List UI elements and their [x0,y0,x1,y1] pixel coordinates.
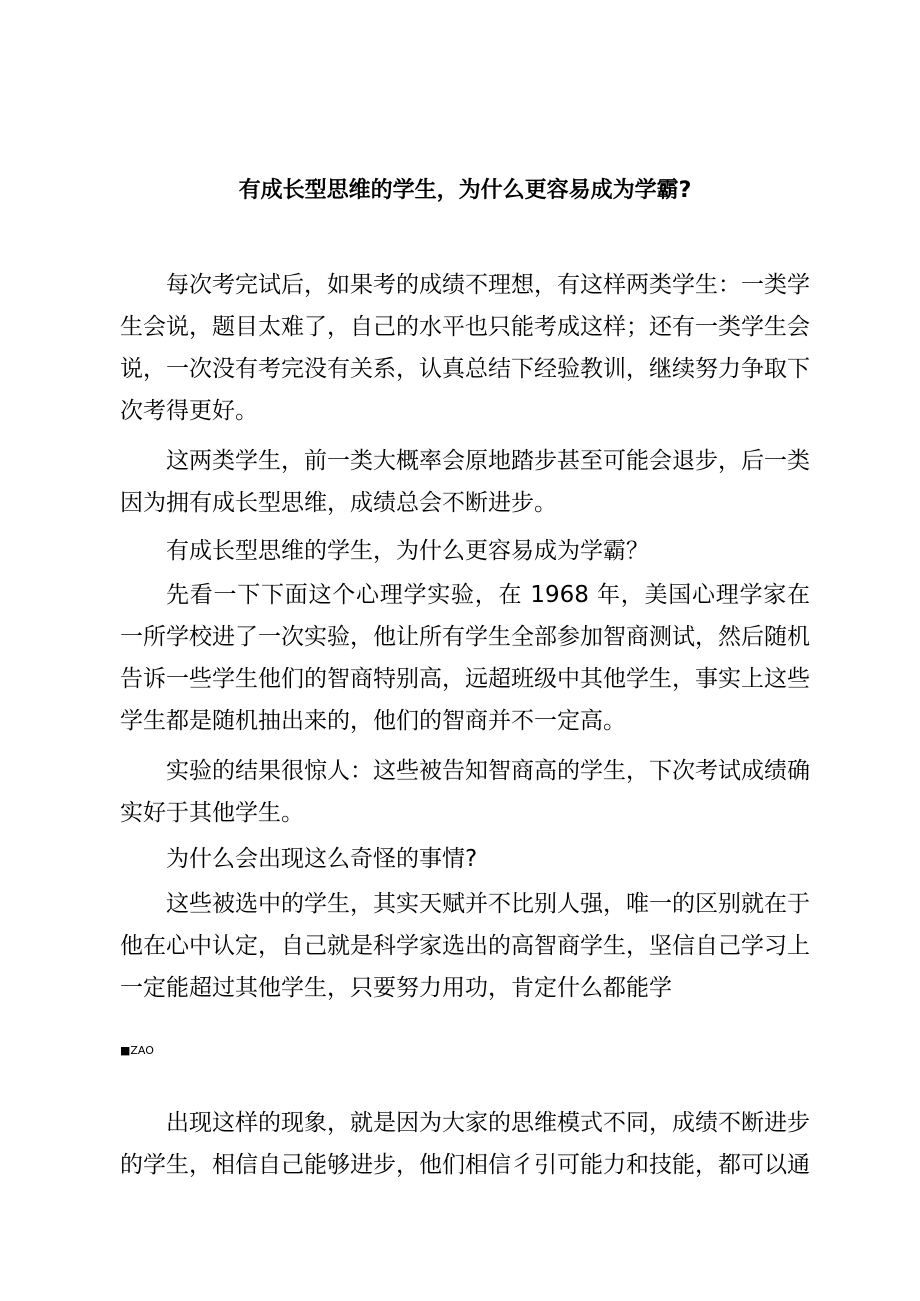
document-title: 有成长型思维的学生，为什么更容易成为学霸? [238,178,692,203]
paragraph-8: 出现这样的现象，就是因为大家的思维模式不同，成绩不断进步的学生，相信自己能够进步，他们相信彳引可能力和技能，都可以通 [120,1110,810,1178]
paragraph-2: 这两类学生，前一类大概率会原地踏步甚至可能会退步，后一类因为拥有成长型思维，成绩总会不断进步。 [120,448,810,516]
paragraph-5: 实验的结果很惊人：这些被告知智商高的学生，下次考试成绩确实好于其他学生。 [120,758,810,826]
paragraph-4: 先看一下下面这个心理学实验，在 1968 年，美国心理学家在一所学校进了一次实验，他让所有学生全部参加智商测试，然后随机告诉一些学生他们的智商特别高，远超班级中其他学生，事实上这些学生都是随机抽出来的，他们的智商并不一定高。 [120,582,810,734]
paragraph-1: 每次考完试后，如果考的成绩不理想，有这样两类学生：一类学生会说，题目太难了，自己的水平也只能考成这样；还有一类学生会说，一次没有考完没有关系，认真总结下经验教训，继续努力争取下次考得更好。 [120,272,810,424]
paragraph-3: 有成长型思维的学生，为什么更容易成为学霸？ [166,538,649,564]
paragraph-6: 为什么会出现这么奇怪的事情? [166,846,478,872]
paragraph-7: 这些被选中的学生，其实天赋并不比别人强，唯一的区别就在于他在心中认定，自己就是科学家选出的高智商学生，坚信自己学习上一定能超过其他学生，只要努力用功，肯定什么都能学 [120,891,810,1001]
fragment-note: ■ZAO [120,1044,154,1057]
